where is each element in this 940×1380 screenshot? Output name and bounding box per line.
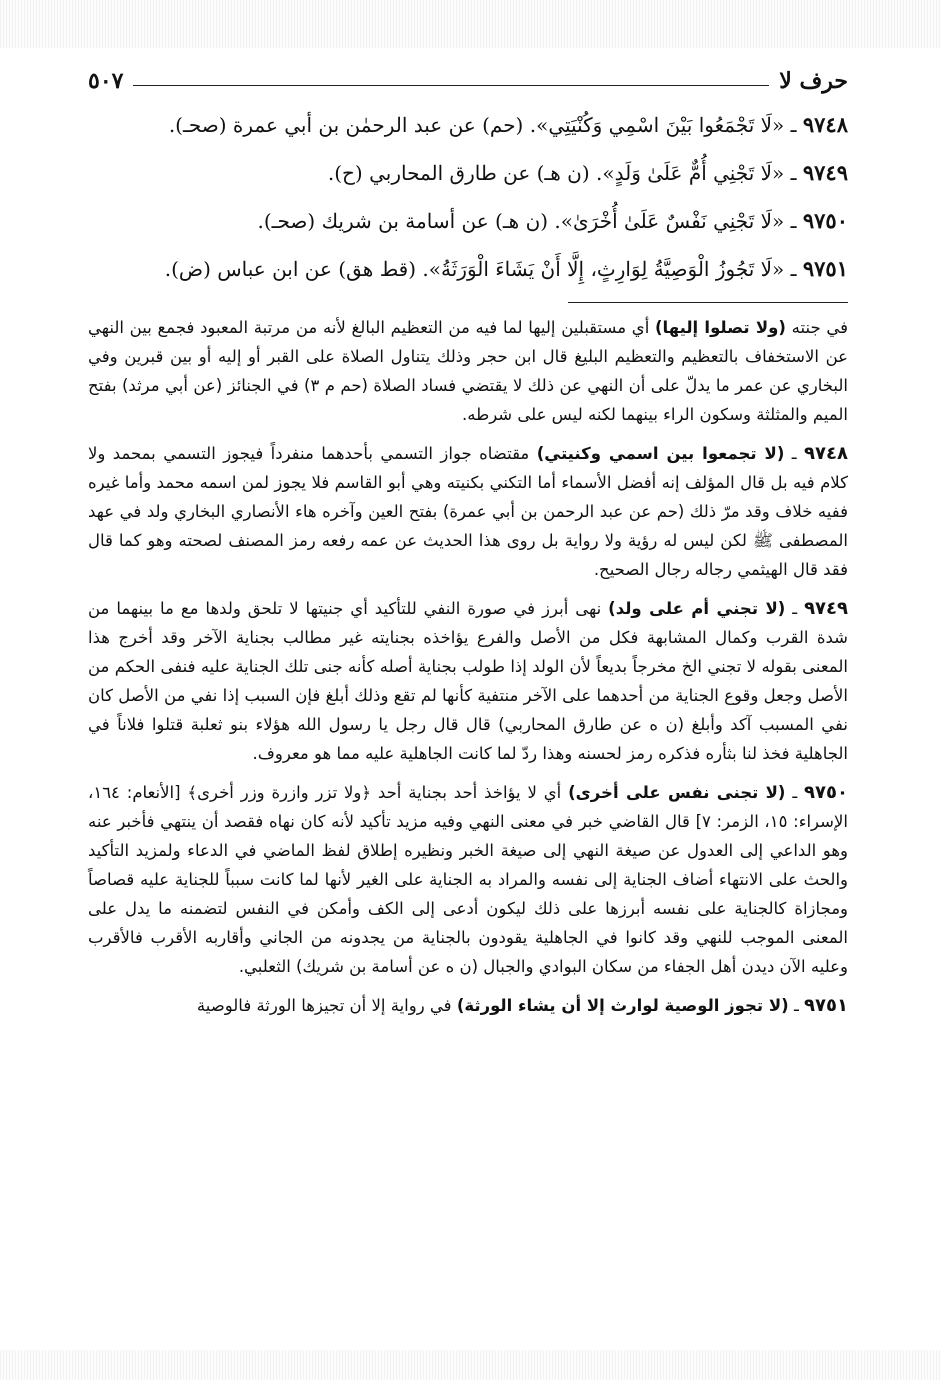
hadith-text: «لَا تَجُوزُ الْوَصِيَّةُ لِوَارِثٍ، إِلَّا أَنْ يَشَاءَ الْوَرَثَةُ». (قط هق) عن ابن عباس (ض). [164, 257, 785, 281]
commentary-entry: ٩٧٥٠ ـ (لا تجنى نفس على أخرى) أي لا يؤاخذ أحد بجناية أحد ﴿ولا تزر وازرة وزر أخرى﴾ [الأنعام: ١٦٤، الإسراء: ١٥، الزمر: ٧] قال القاضي خبر في معنى النهي وفيه مزيد تأكيد لأنه كان نهاه فقصد أن ينتهي فأخبر عنه وهو الداعي إلى العدول عن صيغة النهي إلى صيغة الخبر ونظيره إطلاق لفظ الماضي في الدعاء ولمزيد التأكيد والحث على الانتهاء أضاف الجناية إلى نفسه والمراد به الجناية على الغير لأنها لما كانت سبباً للجناية عليه قصاصاً ومجازاة كالجناية على نفسه أبرزها على ذلك ليكون أدعى إلى الكف وأمكن في النفس لتضمنه ما يدل على المعنى الموجب للنهي وقد كانوا في الجاهلية يقودون بالجناية من يجدونه من الجاني وأقاربه الأقرب فالأقرب وعليه الآن ديدن أهل الجفاء من سكان البوادي والجبال (ن ه عن أسامة بن شريك) الثعلبي. [88, 782, 848, 976]
hadith-entry: ٩٧٥٠ ـ «لَا تَجْنِي نَفْسٌ عَلَىٰ أُخْرَىٰ». (ن هـ) عن أسامة بن شريك (صحـ). [257, 208, 848, 233]
commentary-intro [88, 313, 848, 429]
book-page [88, 58, 848, 1020]
commentary-entry: ٩٧٤٩ ـ (لا تجني أم على ولد) نهى أبرز في صورة النفي للتأكيد أي جنيتها لا تلحق ولدها مع ما بينهما من شدة القرب وكمال المشابهة فكل من الأصل والفرع يؤاخذه بجنايته غير مطالب بجناية الآخر وقد أخرج هذا المعنى بقوله لا تجني الخ مخرجاً بديعاً لأن الولد إذا طولب بجناية أصله كأنه جنى تلك الجناية عليه فنفى الحكم من الأصل وجعل وقوع الجناية من أحدهما على الآخر منتفية كأنها لم تقع وذلك أبلغ فإن السبب إذا نفي من الأصل كان نفي المسبب آكد وأبلغ (ن ه عن طارق المحاربي) قال قال رجل يا رسول الله هؤلاء بنو ثعلبة قتلوا فلاناً في الجاهلية فخذ لنا بثأره فذكره رمز لحسنه وهذا ردّ لما كانت الجاهلية عليه مما هو معروف. [88, 598, 849, 763]
commentary-bold-phrase: (لا تجنى نفس على أخرى) [568, 783, 786, 802]
commentary-bold-phrase: (لا تجني أم على ولد) [608, 599, 786, 618]
intro-prefix: في جنته [791, 318, 848, 337]
hadith-number: ٩٧٤٨ [802, 112, 848, 137]
commentary-number: ٩٧٥١ [804, 995, 848, 1016]
hadith-number: ٩٧٥٠ [802, 208, 848, 233]
chapter-title: حرف لا [779, 68, 848, 94]
hadith-entry: ٩٧٤٩ ـ «لَا تَجْنِي أُمٌّ عَلَىٰ وَلَدٍ». (ن هـ) عن طارق المحاربي (ح). [327, 160, 848, 185]
commentary-entry: ٩٧٤٨ ـ (لا تجمعوا بين اسمي وكنيتي) مقتضاه جواز التسمي بأحدهما منفرداً فيجوز التسمي بمحمد ولا كلام فيه بل قال المؤلف إنه أفضل الأسماء أما التكني بكنيته وهي أبو القاسم فلا يجوز لمن اسمه محمد وأما غيره ففيه خلاف وقد مرّ ذلك (حم عن عبد الرحمن بن أبي عمرة) بفتح العين وآخره هاء الأنصاري البخاري ولد في عهد المصطفى ﷺ لكن ليس له رؤية ولا رواية بل روى هذا الحديث عن عمه رفعه رمز المصنف لصحته وهو كما قال فقد قال الهيثمي رجاله رجال الصحيح. [88, 443, 848, 579]
intro-bold-phrase: (ولا تصلوا إليها) [655, 318, 786, 337]
commentary-bold-phrase: (لا تجمعوا بين اسمي وكنيتي) [536, 444, 785, 463]
commentary-text: مقتضاه جواز التسمي بأحدهما منفرداً فيجوز التسمي بمحمد ولا كلام فيه بل قال المؤلف إنه أفضل الأسماء أما التكني بكنيته وهي أبو القاسم فلا يجوز لمن اسمه محمد وأما غيره ففيه خلاف وقد مرّ ذلك (حم عن عبد الرحمن بن أبي عمرة) بفتح العين وآخره هاء الأنصاري البخاري ولد في عهد المصطفى ﷺ لكن ليس له رؤية ولا رواية بل روى هذا الحديث عن عمه رفعه رمز المصنف لصحته وهو كما قال فقد قال الهيثمي رجاله رجال الصحيح. [88, 444, 848, 579]
commentary-number: ٩٧٤٩ [804, 598, 849, 619]
footnote-divider [568, 302, 848, 303]
hadith-text: «لَا تَجْمَعُوا بَيْنَ اسْمِي وَكُنْيَتِي». (حم) عن عبد الرحمٰن بن أبي عمرة (صحـ). [168, 113, 785, 137]
hadith-text: «لَا تَجْنِي نَفْسٌ عَلَىٰ أُخْرَىٰ». (ن هـ) عن أسامة بن شريك (صحـ). [257, 209, 785, 233]
intro-text: أي مستقبلين إليها لما فيه من التعظيم البالغ لأنه من مرتبة المعبود فجمع بين النهي عن الاستخفاف بالتعظيم والتعظيم البليغ قال ابن حجر وذلك يتناول الصلاة على القبر أو إليه أو بين قبرين وفي البخاري عن عمر ما يدلّ على أن النهي عن ذلك لا يقتضي فساد الصلاة (حم م ٣) في الجنائز (عن أبي مرثد) بفتح الميم والمثلثة وسكون الراء بينهما لكنه ليس على شرطه. [88, 318, 848, 424]
running-header [88, 58, 848, 94]
commentary-text: نهى أبرز في صورة النفي للتأكيد أي جنيتها لا تلحق ولدها مع ما بينهما من شدة القرب وكمال المشابهة فكل من الأصل والفرع يؤاخذه بجنايته غير مطالب بجناية الآخر وقد أخرج هذا المعنى بقوله لا تجني الخ مخرجاً بديعاً لأن الولد إذا طولب بجناية أصله كأنه جنى تلك الجناية عليه فنفى الحكم من الأصل وجعل وقوع الجناية من أحدهما على الآخر منتفية كأنها لم تقع وذلك أبلغ فإن السبب إذا نفي من الأصل كان نفي المسبب آكد وأبلغ (ن ه عن طارق المحاربي) قال قال رجل يا رسول الله هؤلاء بنو ثعلبة قتلوا فلاناً في الجاهلية فخذ لنا بثأره فذكره رمز لحسنه وهذا ردّ لما كانت الجاهلية عليه مما هو معروف. [88, 599, 848, 763]
hadith-text: «لَا تَجْنِي أُمٌّ عَلَىٰ وَلَدٍ». (ن هـ) عن طارق المحاربي (ح). [327, 161, 785, 185]
commentary-entry: ٩٧٥١ ـ (لا تجوز الوصية لوارث إلا أن يشاء الورثة) في رواية إلا أن تجيزها الورثة فالوصية [196, 995, 848, 1016]
commentary-text: أي لا يؤاخذ أحد بجناية أحد ﴿ولا تزر وازرة وزر أخرى﴾ [الأنعام: ١٦٤، الإسراء: ١٥، الزمر: ٧] قال القاضي خبر في معنى النهي وفيه مزيد تأكيد لأنه كان نهاه فقصد أن ينتهي فأخبر عنه وهو الداعي إلى العدول عن صيغة النهي إلى صيغة الخبر ونظيره إطلاق لفظ الماضي في الدعاء ولمزيد التأكيد والحث على الانتهاء أضاف الجناية إلى نفسه والمراد به الجناية على الغير لأنها لما كانت سبباً للجناية عليه قصاصاً ومجازاة كالجناية على نفسه أبرزها على ذلك ليكون أدعى إلى الكف وأمكن في النفس لتضمنه ما يدل على المعنى الموجب للنهي وقد كانوا في الجاهلية يقودون بالجناية من يجدونه من الجاني وأقاربه الأقرب فالأقرب وعليه الآن ديدن أهل الجفاء من سكان البوادي والجبال (ن ه عن أسامة بن شريك) الثعلبي. [88, 783, 848, 976]
hadith-entry: ٩٧٥١ ـ «لَا تَجُوزُ الْوَصِيَّةُ لِوَارِثٍ، إِلَّا أَنْ يَشَاءَ الْوَرَثَةُ». (قط هق) عن ابن عباس (ض). [164, 256, 848, 281]
page-number: ٥٠٧ [88, 68, 124, 94]
header-rule [133, 85, 769, 86]
scan-noise-top [0, 0, 940, 48]
hadith-number: ٩٧٤٩ [802, 160, 848, 185]
commentary-number: ٩٧٤٨ [804, 443, 848, 464]
scan-noise-bottom [0, 1350, 940, 1380]
commentary-number: ٩٧٥٠ [804, 782, 848, 803]
commentary-bold-phrase: (لا تجوز الوصية لوارث إلا أن يشاء الورثة) [456, 996, 789, 1015]
hadith-entry: ٩٧٤٨ ـ «لَا تَجْمَعُوا بَيْنَ اسْمِي وَكُنْيَتِي». (حم) عن عبد الرحمٰن بن أبي عمرة (صحـ). [168, 112, 848, 137]
commentary-text: في رواية إلا أن تجيزها الورثة فالوصية [196, 996, 452, 1015]
hadith-number: ٩٧٥١ [802, 256, 848, 281]
